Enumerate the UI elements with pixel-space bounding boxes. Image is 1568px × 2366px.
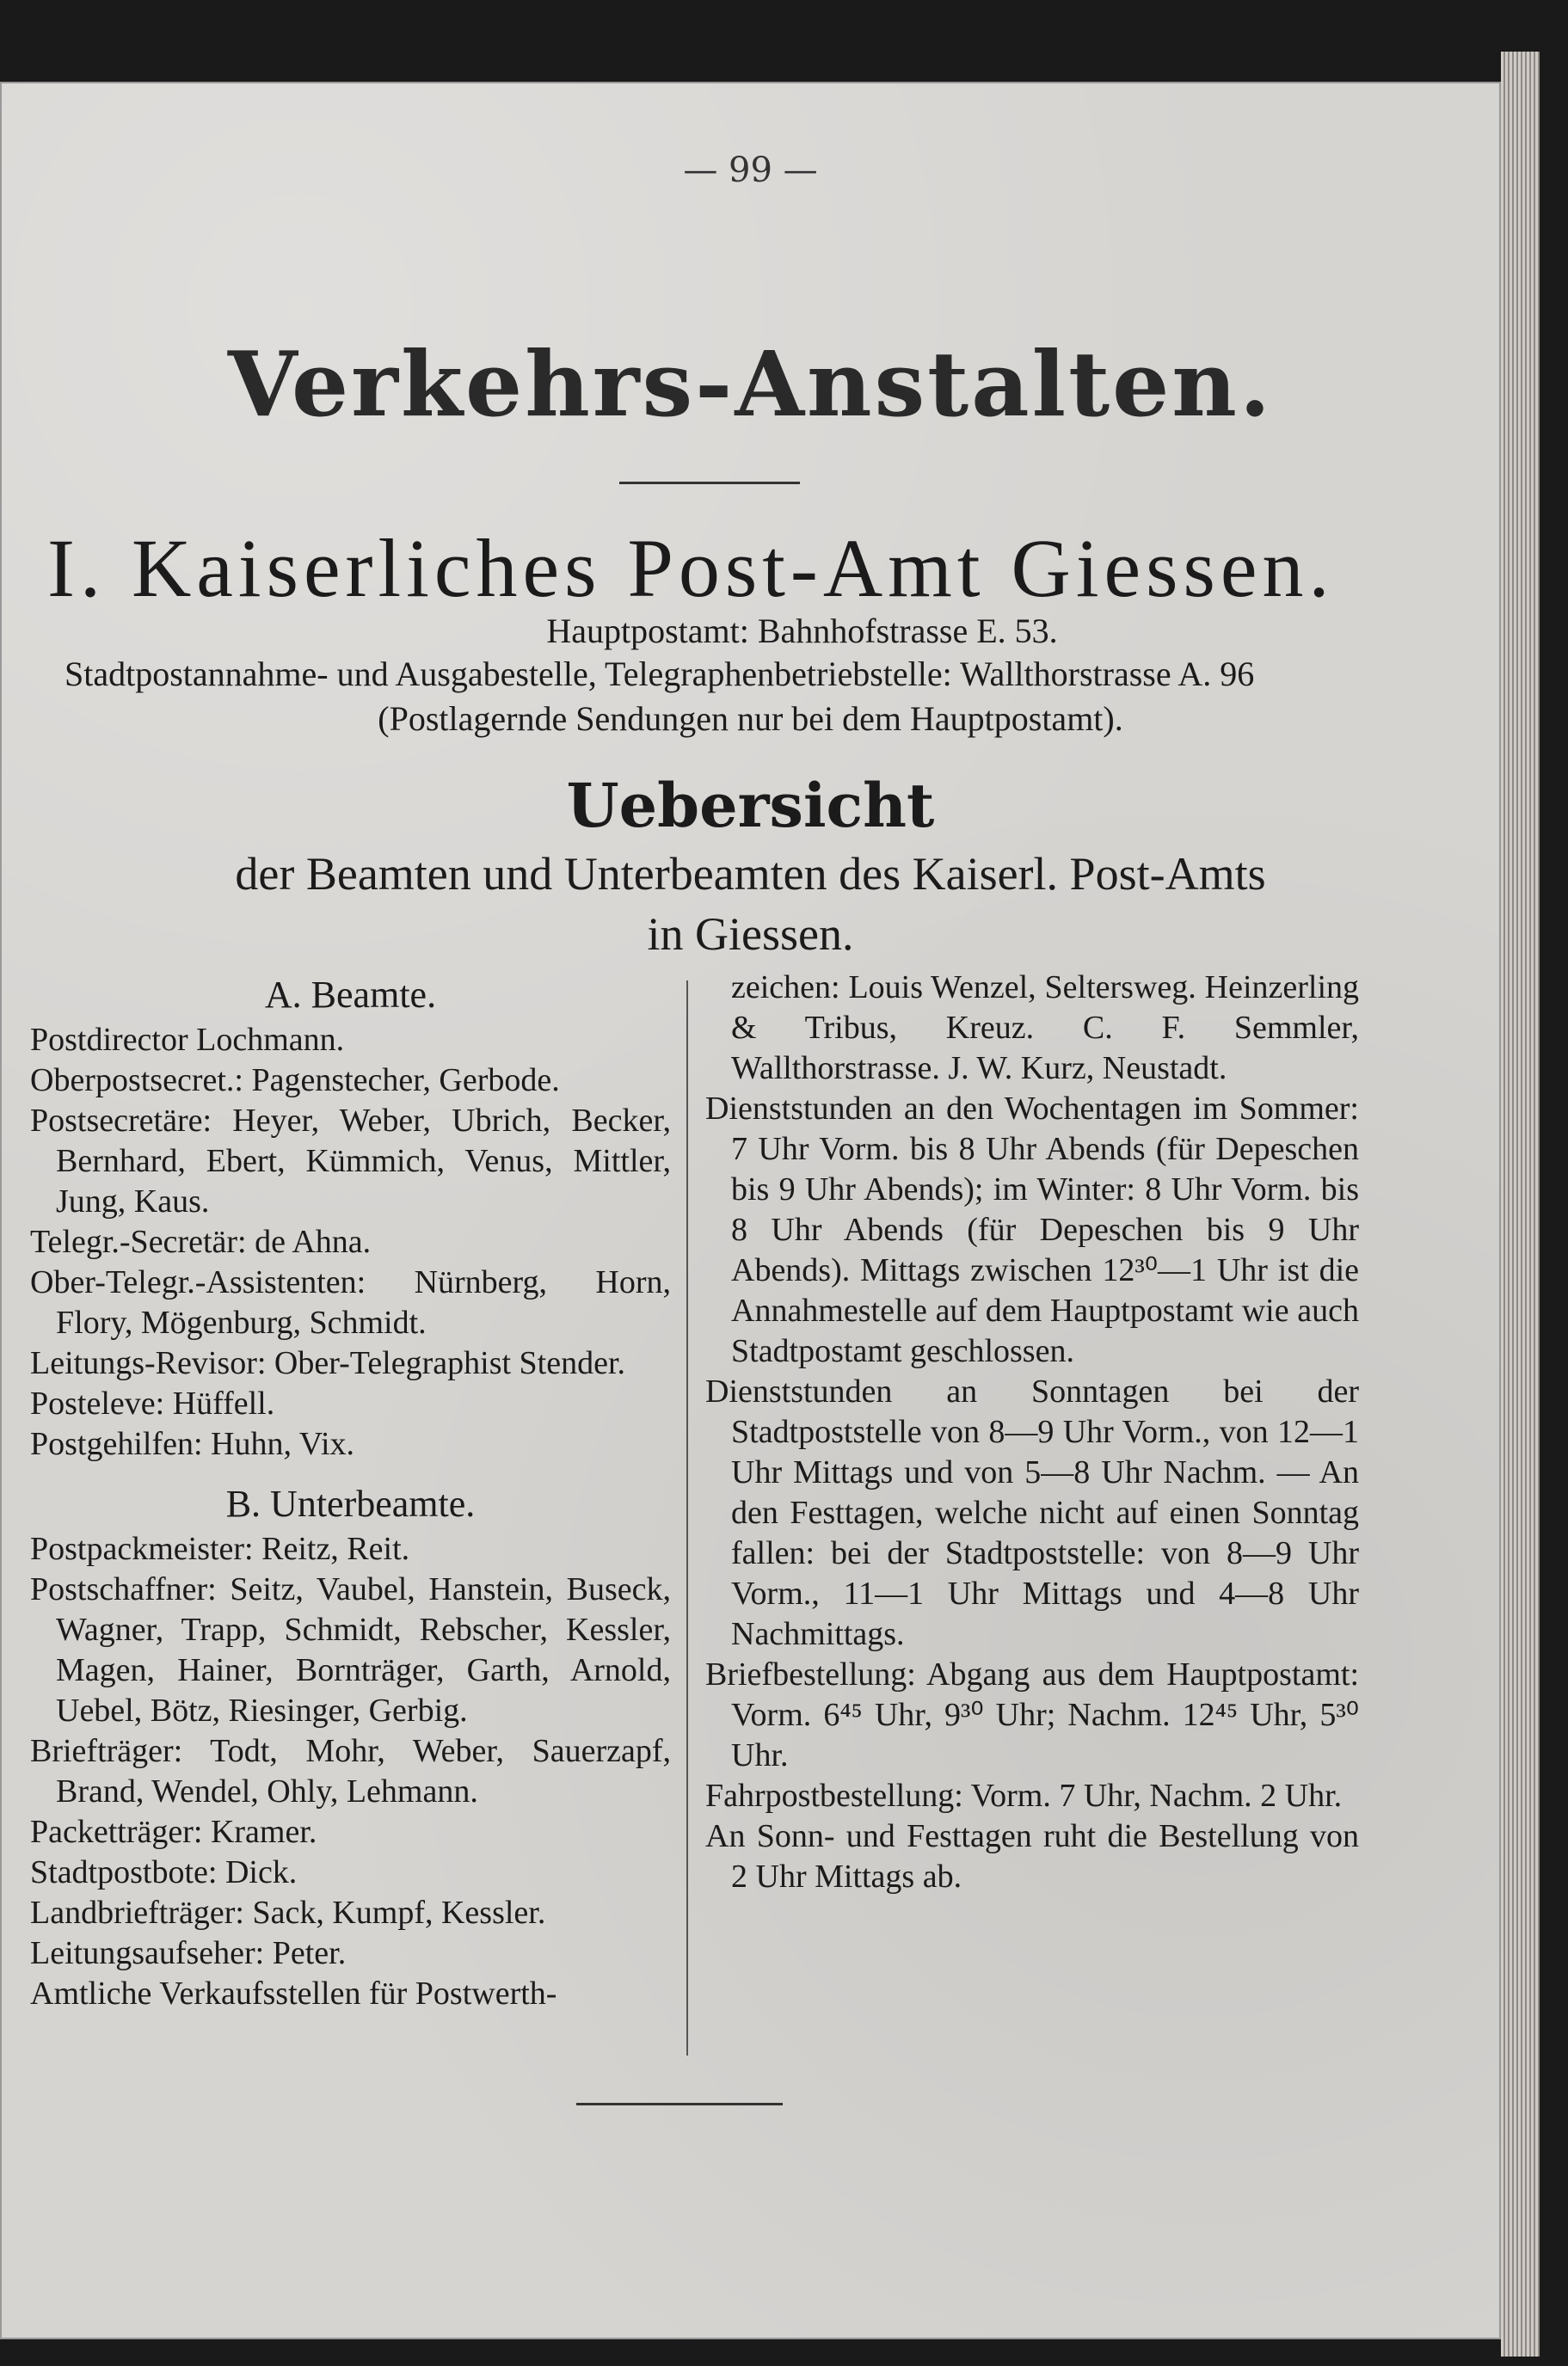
list-item: Oberpostsecret.: Pagenstecher, Gerbode. xyxy=(30,1062,560,1098)
list-item: Ober-Telegr.-Assistenten: Nürnberg, Horn, Flory, Mögenburg, Schmidt. xyxy=(30,1264,671,1341)
overview-location: in Giessen. xyxy=(647,908,854,960)
right-column xyxy=(705,968,1359,1897)
list-item: Landbriefträger: Sack, Kumpf, Kessler. xyxy=(30,1895,546,1931)
list-item: Amtliche Verkaufsstellen für Postwerth- xyxy=(30,1976,557,2012)
list-item: Telegr.-Secretär: de Ahna. xyxy=(30,1224,372,1260)
page-number: — 99 — xyxy=(683,151,818,190)
list-item: Postgehilfen: Huhn, Vix. xyxy=(30,1426,355,1462)
list-item: Dienststunden an den Wochentagen im Sommer: 7 Uhr Vorm. bis 8 Uhr Abends (für Depeschen bis 9 Uhr Abends); im Winter: 8 Uhr Vorm. bis 8 Uhr Abends (für Depeschen bis 9 Uhr Abends). Mittags zwischen 12³⁰—1 Uhr ist die Annahmestelle auf dem Hauptpostamt wie auch Stadtpostamt geschlossen. xyxy=(705,1091,1359,1369)
list-item: Fahrpostbestellung: Vorm. 7 Uhr, Nachm. 2 Uhr. xyxy=(705,1778,1343,1814)
page-title: Verkehrs-Anstalten. xyxy=(227,331,1274,437)
overview-subtitle: der Beamten und Unterbeamten des Kaiserl. Post-Amts xyxy=(235,848,1266,900)
title-divider xyxy=(619,482,800,484)
list-item: zeichen: Louis Wenzel, Seltersweg. Heinzerling & Tribus, Kreuz. C. F. Semmler, Wallthorstrasse. J. W. Kurz, Neustadt. xyxy=(731,969,1359,1086)
section-title: I. Kaiserliches Post-Amt Giessen. xyxy=(47,522,1335,614)
address-note: (Postlagernde Sendungen nur bei dem Hauptpostamt). xyxy=(378,699,1123,738)
overview-title: Uebersicht xyxy=(566,770,935,841)
page-edges xyxy=(1501,52,1540,2357)
list-item: Briefträger: Todt, Mohr, Weber, Sauerzapf, Brand, Wendel, Ohly, Lehmann. xyxy=(30,1733,671,1810)
left-column xyxy=(30,968,671,2014)
address-main: Hauptpostamt: Bahnhofstrasse E. 53. xyxy=(546,611,1058,650)
bottom-divider xyxy=(576,2103,783,2105)
list-item: Briefbestellung: Abgang aus dem Hauptpostamt: Vorm. 6⁴⁵ Uhr, 9³⁰ Uhr; Nachm. 12⁴⁵ Uhr, 5³⁰ Uhr. xyxy=(705,1656,1359,1773)
list-item: An Sonn- und Festtagen ruht die Bestellung von 2 Uhr Mittags ab. xyxy=(705,1818,1359,1895)
unterbeamte-heading: B. Unterbeamte. xyxy=(225,1483,476,1525)
column-divider xyxy=(686,980,688,2056)
list-item: Postdirector Lochmann. xyxy=(30,1022,345,1058)
list-item: Stadtpostbote: Dick. xyxy=(30,1854,298,1890)
list-item: Leitungs-Revisor: Ober-Telegraphist Stender. xyxy=(30,1345,626,1381)
list-item: Leitungsaufseher: Peter. xyxy=(30,1935,347,1971)
list-item: Packetträger: Kramer. xyxy=(30,1814,317,1850)
list-item: Postpackmeister: Reitz, Reit. xyxy=(30,1531,410,1567)
list-item: Dienststunden an Sonntagen bei der Stadtpoststelle von 8—9 Uhr Vorm., von 12—1 Uhr Mittags und von 5—8 Uhr Nachm. — An den Festtagen, welche nicht auf einen Sonntag fallen: bei der Stadtpoststelle: von 8—9 Uhr Vorm., 11—1 Uhr Mittags und 4—8 Uhr Nachmittags. xyxy=(705,1374,1359,1652)
list-item: Postsecretäre: Heyer, Weber, Ubrich, Becker, Bernhard, Ebert, Kümmich, Venus, Mittler, Jung, Kaus. xyxy=(30,1103,671,1220)
address-branch: Stadtpostannahme- und Ausgabestelle, Telegraphenbetriebstelle: Wallthorstrasse A. 96 xyxy=(65,654,1255,693)
list-item: Postschaffner: Seitz, Vaubel, Hanstein, Buseck, Wagner, Trapp, Schmidt, Rebscher, Kessler, Magen, Hainer, Bornträger, Garth, Arnold, Uebel, Bötz, Riesinger, Gerbig. xyxy=(30,1571,671,1729)
list-item: Posteleve: Hüffell. xyxy=(30,1386,275,1422)
beamte-heading: A. Beamte. xyxy=(264,974,437,1016)
